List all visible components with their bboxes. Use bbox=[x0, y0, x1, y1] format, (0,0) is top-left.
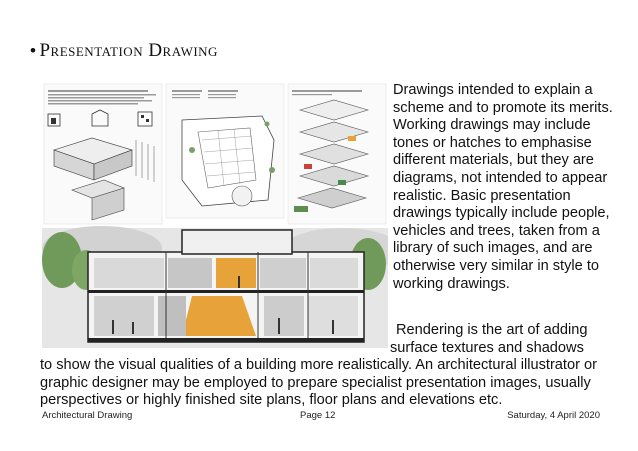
presentation-drawing-svg bbox=[42, 80, 388, 348]
rendering-line-2: surface textures and shadows bbox=[390, 339, 584, 356]
presentation-drawing-image bbox=[42, 80, 388, 348]
rendering-line-1: Rendering is the art of adding bbox=[396, 322, 588, 338]
diagram-sheet-left bbox=[44, 84, 162, 224]
paragraph-presentation: Drawings intended to explain a scheme and to promote its merits. Working drawings may include tones or hatches to emphasise different materials, but they are diagrams, not intended to appear realistic. Basic presentation drawings typically include people, vehicles and trees, taken from a library of such images, and are otherwise very similar in style to working drawings. bbox=[393, 82, 613, 292]
exploded-axonometric-sheet bbox=[288, 84, 386, 224]
footer-page-number: Page 12 bbox=[300, 410, 336, 421]
footer-date: Saturday, 4 April 2020 bbox=[507, 410, 600, 421]
floor-plan-sheet bbox=[166, 84, 284, 218]
slide-title-text: Presentation Drawing bbox=[39, 40, 218, 61]
body-text-column bbox=[393, 82, 613, 311]
paragraph-rendering bbox=[40, 322, 615, 410]
footer-course-title: Architectural Drawing bbox=[42, 410, 133, 421]
rendering-continuation: to show the visual qualities of a building more realistically. An architectural illustrator or graphic designer may be employed to prepare specialist presentation images, usually perspectives or highly finished site plans, floor plans and elevations etc. bbox=[40, 357, 597, 409]
slide-title bbox=[30, 40, 218, 62]
title-bullet: • bbox=[30, 41, 37, 60]
